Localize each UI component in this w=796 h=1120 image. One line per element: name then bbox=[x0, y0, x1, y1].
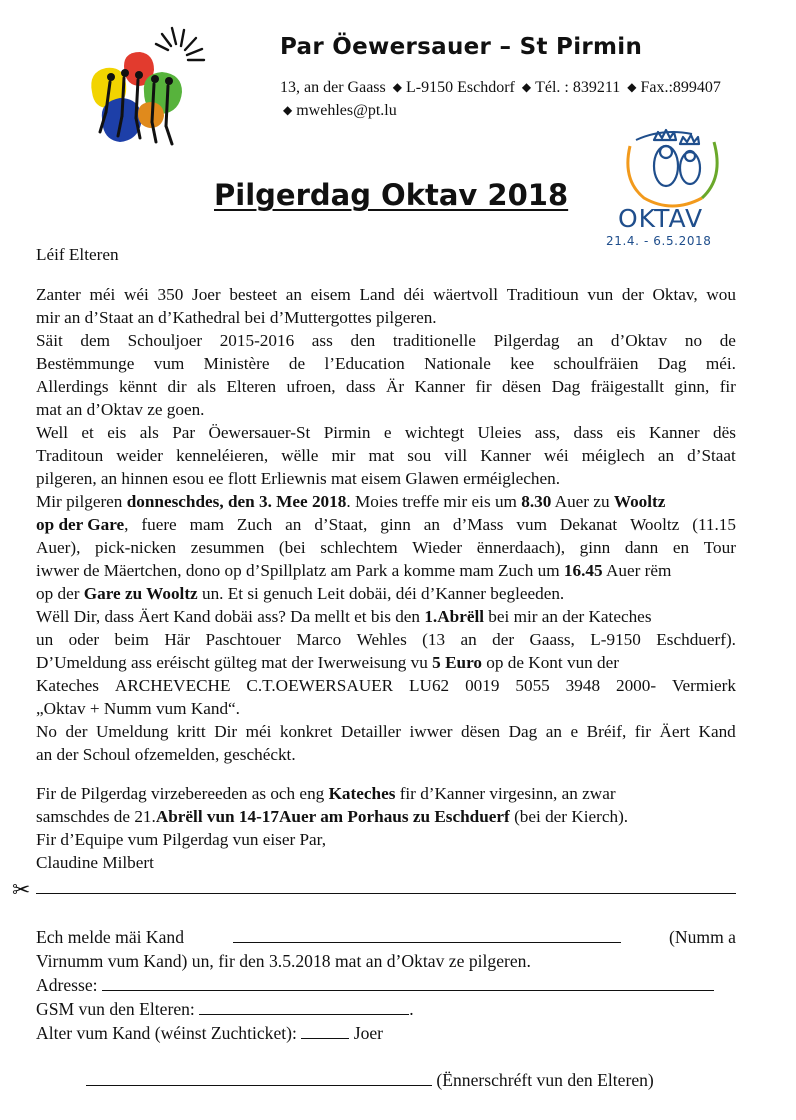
word: eis bbox=[616, 423, 636, 442]
word: d’Staat bbox=[687, 446, 736, 465]
text-line bbox=[36, 674, 736, 697]
word: d’Staat, bbox=[314, 515, 368, 534]
word: ënnerdaach), bbox=[476, 538, 565, 557]
text-line bbox=[36, 559, 736, 582]
word: Nationale bbox=[424, 354, 491, 373]
word: kënnt bbox=[118, 377, 158, 396]
word: ginn, bbox=[674, 377, 710, 396]
address-field[interactable] bbox=[102, 973, 714, 991]
greeting: Léif Elteren bbox=[36, 245, 119, 264]
text-run: Auer zu bbox=[554, 492, 610, 511]
word: un bbox=[36, 630, 54, 649]
pilgrimage-date: donneschdes, den 3. Mee 2018 bbox=[126, 492, 347, 511]
word: en bbox=[672, 538, 690, 557]
form-child-line-2: Virnumm vum Kand) un, fir den 3.5.2018 mat an d’Oktav ze pilgeren. bbox=[36, 951, 531, 971]
word: traditionelle bbox=[392, 331, 476, 350]
age-unit: Joer bbox=[353, 1023, 384, 1043]
closing-line: Fir d’Equipe vum Pilgerdag vun eiser Par, bbox=[36, 830, 327, 849]
word: vum bbox=[153, 354, 185, 373]
word: wéi bbox=[124, 285, 149, 304]
word: Äert bbox=[659, 722, 691, 741]
child-name-field[interactable] bbox=[233, 925, 621, 943]
word: ufroen, bbox=[286, 377, 336, 396]
word: Joer bbox=[192, 285, 221, 304]
word: als bbox=[139, 423, 159, 442]
form-gsm-line bbox=[36, 997, 736, 1021]
word: Zanter bbox=[36, 285, 81, 304]
word: méi bbox=[245, 722, 272, 741]
word: ARCHEVECHE bbox=[114, 676, 231, 695]
word: 0019 bbox=[465, 676, 500, 695]
word: der bbox=[65, 722, 88, 741]
word: e bbox=[570, 722, 579, 741]
signature-label: (Ënnerschréft vun den Elteren) bbox=[436, 1070, 654, 1090]
word: Vermierk bbox=[672, 676, 736, 695]
text-line bbox=[36, 628, 736, 651]
catechesis-details: Abrëll vun 14-17Auer am Porhaus zu Eschduerf bbox=[155, 807, 510, 826]
word: Kand bbox=[698, 722, 736, 741]
text-run: D’Umeldung ass eréischt gülteg mat der Iwerweisung vu bbox=[36, 653, 428, 672]
word: weider bbox=[116, 446, 163, 465]
cut-line bbox=[36, 893, 736, 894]
word: Dir bbox=[214, 722, 238, 741]
word: Land bbox=[359, 285, 395, 304]
word: Traditioun bbox=[506, 285, 579, 304]
text-line bbox=[36, 782, 736, 805]
word: als bbox=[196, 377, 217, 396]
word: an bbox=[423, 515, 440, 534]
diamond-bullet-icon: ◆ bbox=[392, 80, 402, 94]
text-line: mir an d’Staat an d’Kathedral bei d’Muttergottes pilgeren. bbox=[36, 308, 437, 327]
word: no bbox=[684, 331, 703, 350]
signatory-name: Claudine Milbert bbox=[36, 853, 154, 872]
form-address-line bbox=[36, 973, 736, 997]
word: schoulfräien bbox=[553, 354, 639, 373]
signature-field[interactable] bbox=[86, 1068, 432, 1086]
child-name-suffix: (Numm a bbox=[669, 927, 736, 947]
gsm-label: GSM vun den Elteren: bbox=[36, 999, 195, 1019]
word: Wooltz bbox=[630, 515, 680, 534]
word: schlechtem bbox=[320, 538, 398, 557]
word: Auer), bbox=[36, 538, 81, 557]
word: den bbox=[350, 331, 376, 350]
text-line bbox=[36, 536, 736, 559]
word: Säit bbox=[36, 331, 63, 350]
form-child-line bbox=[36, 925, 736, 949]
word: Pirmin bbox=[323, 423, 371, 442]
word: méiglech bbox=[581, 446, 645, 465]
text-run: bei mir an der Kateches bbox=[488, 607, 652, 626]
word: méi bbox=[89, 285, 116, 304]
word: d’Mass bbox=[452, 515, 504, 534]
word: an bbox=[285, 285, 302, 304]
contact-line-1 bbox=[280, 79, 721, 97]
word: l’Education bbox=[324, 354, 405, 373]
main-paragraph bbox=[36, 283, 736, 766]
word: fir bbox=[719, 377, 736, 396]
word: an bbox=[460, 630, 477, 649]
word: dësen bbox=[502, 377, 542, 396]
word: an bbox=[657, 446, 675, 465]
text-line bbox=[36, 421, 736, 444]
diamond-bullet-icon: ◆ bbox=[283, 103, 293, 117]
word: Eschduerf). bbox=[656, 630, 736, 649]
word: kritt bbox=[177, 722, 206, 741]
word: Schouljoer bbox=[127, 331, 203, 350]
oktav-logo-word: OKTAV bbox=[618, 204, 704, 233]
word: eisem bbox=[310, 285, 351, 304]
text-line bbox=[36, 375, 736, 398]
address: 13, an der Gaass bbox=[280, 79, 386, 96]
word: vill bbox=[444, 446, 468, 465]
gsm-field[interactable] bbox=[199, 997, 409, 1015]
meeting-time: 8.30 bbox=[521, 492, 552, 511]
word: kenneléieren, bbox=[176, 446, 269, 465]
word: wëlle bbox=[281, 446, 319, 465]
text-line: pilgeren, an hinnen esou ee flott Erliewnis mat eisem Glawen erméiglechen. bbox=[36, 469, 561, 488]
word: Well bbox=[36, 423, 69, 442]
word: Dag bbox=[508, 722, 538, 741]
text-line bbox=[36, 582, 736, 605]
word: 350 bbox=[157, 285, 184, 304]
email-address[interactable]: mwehles@pt.lu bbox=[296, 102, 397, 119]
word: 3948 bbox=[565, 676, 601, 695]
diamond-bullet-icon: ◆ bbox=[521, 80, 532, 94]
word: Kanner bbox=[480, 446, 531, 465]
text-line bbox=[36, 605, 736, 628]
text-line bbox=[36, 490, 736, 513]
word: L-9150 bbox=[590, 630, 641, 649]
word: ginn bbox=[380, 515, 411, 534]
word: zesummen bbox=[190, 538, 265, 557]
return-time: 16.45 bbox=[563, 561, 603, 580]
text-line bbox=[36, 329, 736, 352]
word: an bbox=[545, 722, 562, 741]
word: mat bbox=[368, 446, 395, 465]
word: beim bbox=[114, 630, 149, 649]
meeting-place: Wooltz bbox=[613, 492, 666, 511]
text-line: op der Gare, fuere mam Zuch an d’Staat, ginn an d’Mass vum Dekanat Wooltz (11.15 bbox=[36, 515, 736, 534]
word: besteet bbox=[229, 285, 278, 304]
word: wichtegt bbox=[404, 423, 465, 442]
word: Allerdings bbox=[36, 377, 109, 396]
word: dir bbox=[167, 377, 187, 396]
text-run: . Moies treffe mir eis um bbox=[346, 492, 517, 511]
word: dass bbox=[573, 423, 604, 442]
page-title: Pilgerdag Oktav 2018 bbox=[214, 178, 569, 212]
word: Ministère bbox=[203, 354, 270, 373]
text-run: Auer rëm bbox=[605, 561, 672, 580]
word: der bbox=[492, 630, 515, 649]
text-run: (bei der Kierch). bbox=[514, 807, 629, 826]
word: C.T.OEWERSAUER bbox=[246, 676, 394, 695]
word: der bbox=[621, 285, 644, 304]
contact-line-2 bbox=[280, 102, 397, 120]
word: dann bbox=[624, 538, 659, 557]
text-run: un. Et si genuch Leit dobäi, déi d’Kanner begleeden. bbox=[201, 584, 565, 603]
oktav-logo-dates: 21.4. - 6.5.2018 bbox=[606, 234, 712, 248]
word: déi bbox=[403, 285, 425, 304]
phone-number: Tél. : 839211 bbox=[535, 79, 621, 96]
word: an bbox=[577, 331, 594, 350]
fee-amount: 5 Euro bbox=[432, 653, 482, 672]
word: Oktav, bbox=[652, 285, 698, 304]
word: Dag bbox=[657, 354, 687, 373]
word: Uleies bbox=[477, 423, 522, 442]
return-place: Gare zu Wooltz bbox=[83, 584, 198, 603]
word: (13 bbox=[422, 630, 446, 649]
word: Marco bbox=[296, 630, 342, 649]
word: Öewersauer-St bbox=[208, 423, 311, 442]
word: iwwer bbox=[409, 722, 453, 741]
address-label: Adresse: bbox=[36, 975, 98, 995]
word: Zuch bbox=[236, 515, 273, 534]
text-run: Fir de Pilgerdag virzebereeden as och eng bbox=[36, 784, 325, 803]
word: vum bbox=[516, 515, 547, 534]
word: sou bbox=[407, 446, 432, 465]
text-run: Mir pilgeren bbox=[36, 492, 123, 511]
word: fuere bbox=[141, 515, 177, 534]
word: Dekanat bbox=[559, 515, 618, 534]
word: Umeldung bbox=[95, 722, 169, 741]
word: d’Oktav bbox=[610, 331, 668, 350]
word: mam bbox=[189, 515, 224, 534]
word: ass bbox=[311, 331, 333, 350]
age-field[interactable] bbox=[301, 1021, 349, 1039]
registration-deadline: 1.Abrëll bbox=[424, 607, 484, 626]
word: Kanner bbox=[414, 377, 466, 396]
text-run: op der bbox=[36, 584, 80, 603]
parish-logo bbox=[78, 22, 210, 160]
scissors-icon: ✂ bbox=[12, 877, 31, 902]
word: Pilgerdag bbox=[493, 331, 560, 350]
word: oder bbox=[68, 630, 100, 649]
word: et bbox=[81, 423, 94, 442]
word: wäertvoll bbox=[433, 285, 499, 304]
word: wou bbox=[706, 285, 736, 304]
word: fräigestallt bbox=[590, 377, 665, 396]
word: Bréif, bbox=[586, 722, 627, 741]
word: 2015-2016 bbox=[219, 331, 295, 350]
word: ass, bbox=[534, 423, 561, 442]
word: Paschtouer bbox=[205, 630, 281, 649]
gsm-period: . bbox=[409, 999, 414, 1019]
word: Här bbox=[164, 630, 191, 649]
word: Wehles bbox=[356, 630, 407, 649]
meeting-place: op der Gare bbox=[36, 515, 125, 534]
form-age-line bbox=[36, 1021, 736, 1045]
text-run: iwwer de Mäertchen, dono op d’Spillplatz am Park a komme mam Zuch um bbox=[36, 561, 560, 580]
word: Tour bbox=[703, 538, 736, 557]
word: Par bbox=[172, 423, 196, 442]
child-name-label: Ech melde mäi Kand bbox=[36, 927, 185, 947]
word: pick-nicken bbox=[95, 538, 177, 557]
diamond-bullet-icon: ◆ bbox=[627, 80, 637, 94]
form-signature-line bbox=[86, 1068, 786, 1092]
text-run: samschdes de 21. bbox=[36, 807, 156, 826]
word: Gaass, bbox=[529, 630, 575, 649]
word: (bei bbox=[278, 538, 306, 557]
text-run: Wëll Dir, dass Äert Kand dobäi ass? Da mellt et bis den bbox=[36, 607, 421, 626]
word: dass bbox=[345, 377, 376, 396]
word: LU62 bbox=[409, 676, 450, 695]
text-run: fir d’Kanner virgesinn, an zwar bbox=[399, 784, 616, 803]
word: fir bbox=[475, 377, 492, 396]
word: 5055 bbox=[515, 676, 550, 695]
word: kee bbox=[510, 354, 535, 373]
word: fir bbox=[634, 722, 651, 741]
age-label: Alter vum Kand (wéinst Zuchticket): bbox=[36, 1023, 297, 1043]
word: an bbox=[285, 515, 302, 534]
word: Detailler bbox=[340, 722, 402, 741]
fax-number: Fax.:899407 bbox=[640, 79, 721, 96]
word: wéi bbox=[543, 446, 569, 465]
word: dësen bbox=[460, 722, 501, 741]
word: Elteren bbox=[226, 377, 277, 396]
word: Wieder bbox=[412, 538, 463, 557]
catechesis-label: Kateches bbox=[328, 784, 396, 803]
word: dem bbox=[80, 331, 110, 350]
word: Bestëmmunge bbox=[36, 354, 135, 373]
text-line bbox=[36, 352, 736, 375]
postal-code: L-9150 Eschdorf bbox=[405, 79, 515, 96]
word: mir bbox=[331, 446, 356, 465]
text-line bbox=[36, 283, 736, 306]
text-run: op de Kont vun der bbox=[486, 653, 619, 672]
text-line bbox=[36, 651, 736, 674]
text-line bbox=[36, 444, 736, 467]
text-line: mat an d’Oktav ze goen. bbox=[36, 400, 205, 419]
word: konkret bbox=[279, 722, 333, 741]
organization-name: Par Öewersauer – St Pirmin bbox=[280, 34, 643, 60]
word: Kanner bbox=[648, 423, 700, 442]
word: Kateches bbox=[36, 676, 99, 695]
text-line bbox=[36, 720, 736, 743]
word: e bbox=[383, 423, 392, 442]
word: Är bbox=[385, 377, 405, 396]
word: méi. bbox=[705, 354, 736, 373]
word: vun bbox=[587, 285, 614, 304]
word: de bbox=[288, 354, 306, 373]
word: de bbox=[719, 331, 736, 350]
word: dës bbox=[712, 423, 736, 442]
text-line: „Oktav + Numm vum Kand“. bbox=[36, 699, 240, 718]
text-line: an der Schoul ofzemelden, geschéckt. bbox=[36, 745, 296, 764]
word: Dag bbox=[551, 377, 581, 396]
word: Traditoun bbox=[36, 446, 104, 465]
word: No bbox=[36, 722, 58, 741]
text-line bbox=[36, 805, 736, 828]
word: 2000- bbox=[615, 676, 657, 695]
word: (11.15 bbox=[692, 515, 736, 534]
word: ginn bbox=[579, 538, 611, 557]
word: eis bbox=[107, 423, 127, 442]
catechesis-paragraph bbox=[36, 782, 736, 874]
